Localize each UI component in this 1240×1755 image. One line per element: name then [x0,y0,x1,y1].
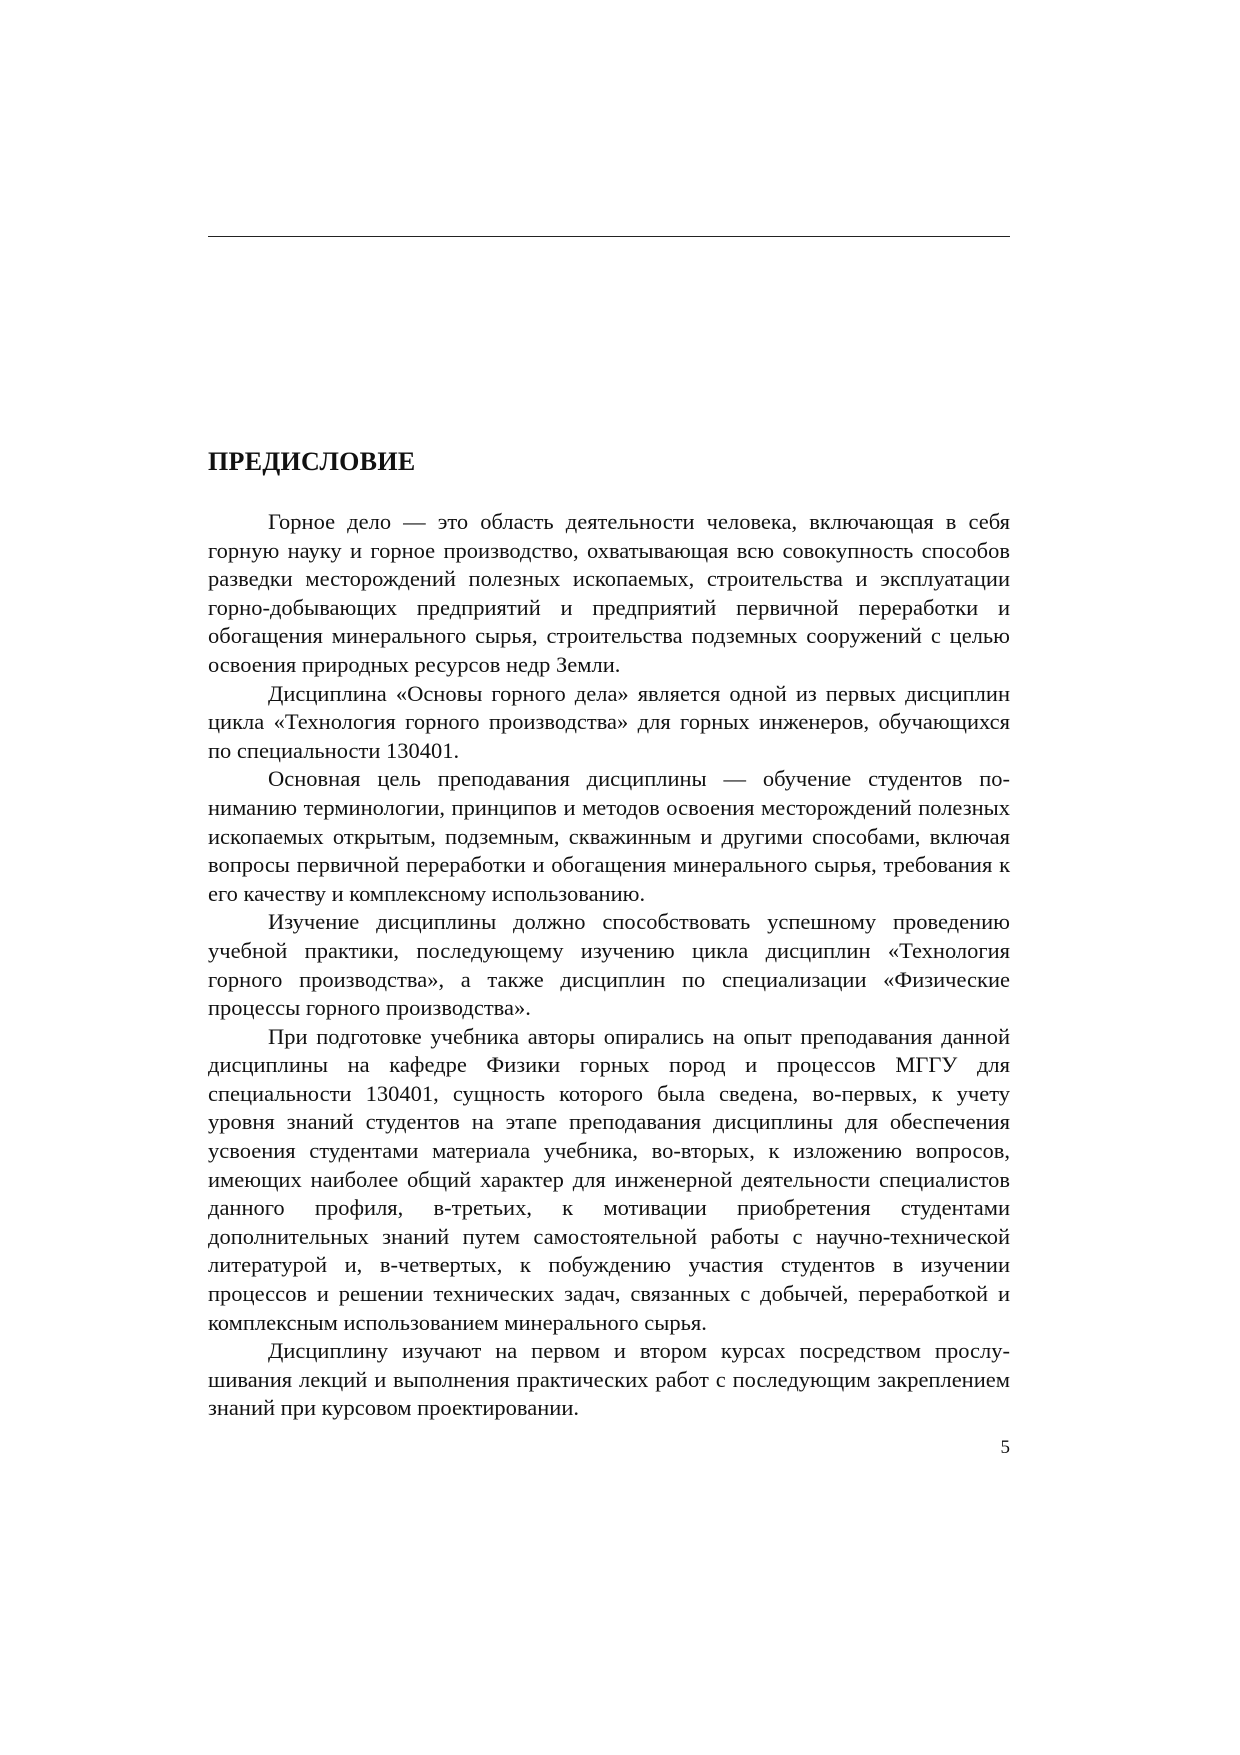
paragraph-5: При подготовке учебника авторы опирались на опыт преподавания данной дисциплины на кафедре Физики горных пород и процессов МГГУ для специальности 130401, сущность которого была сведена, во-первых, к учету уровня знаний студентов на этапе преподавания дисциплины для обеспечения усвоения студентами материала учебника, во-вторых, к изложению вопросов, имеющих наиболее общий характер для инженерной деятельности специалистов данного профиля, в-третьих, к мотивации приобретения студентами дополнительных знаний путем самостоятельной работы с научно-технической литературой и, в-четвертых, к побуждению участия студентов в изучении процессов и решении технических задач, связанных с добычей, переработкой и комплексным использованием минерального сырья. [208,1023,1010,1335]
paragraph-3: Основная цель преподавания дисциплины — обучение студентов пониманию терминологии, принципов и методов освоения месторождений полезных ископаемых открытым, подземным, скважинным и другими способами, включая вопросы первичной переработки и обогащения минерального сырья, требования к его качеству и комплексному использованию. [208,766,1010,906]
page-number: 5 [1000,1437,1010,1458]
preface-body [208,508,1010,1423]
paragraph-4: Изучение дисциплины должно способствовать успешному проведению учебной практики, последующему изучению цикла дисциплин «Технология горного производства», а также дисциплин по специализации «Физические процессы горного производства». [208,909,1010,1021]
paragraph-6: Дисциплину изучают на первом и втором курсах посредством прослушивания лекций и выполнения практических работ с последующим закреплением знаний при курсовом проектировании. [208,1338,1010,1421]
paragraph-2: Дисциплина «Основы горного дела» является одной из первых дисциплин цикла «Технология горного производства» для горных инженеров, обучающихся по специальности 130401. [208,680,1010,763]
header-rule [208,236,1010,237]
section-heading: ПРЕДИСЛОВИЕ [208,447,416,476]
paragraph-1: Горное дело — это область деятельности человека, включающая в себя горную науку и горное производство, охватывающая всю совокупность способов разведки месторождений полезных ископаемых, строительства и эксплуатации горно-добывающих предприятий и предприятий первичной переработки и обогащения минерального сырья, строительства подземных сооружений с целью освоения природных ресурсов недр Земли. [208,509,1010,677]
